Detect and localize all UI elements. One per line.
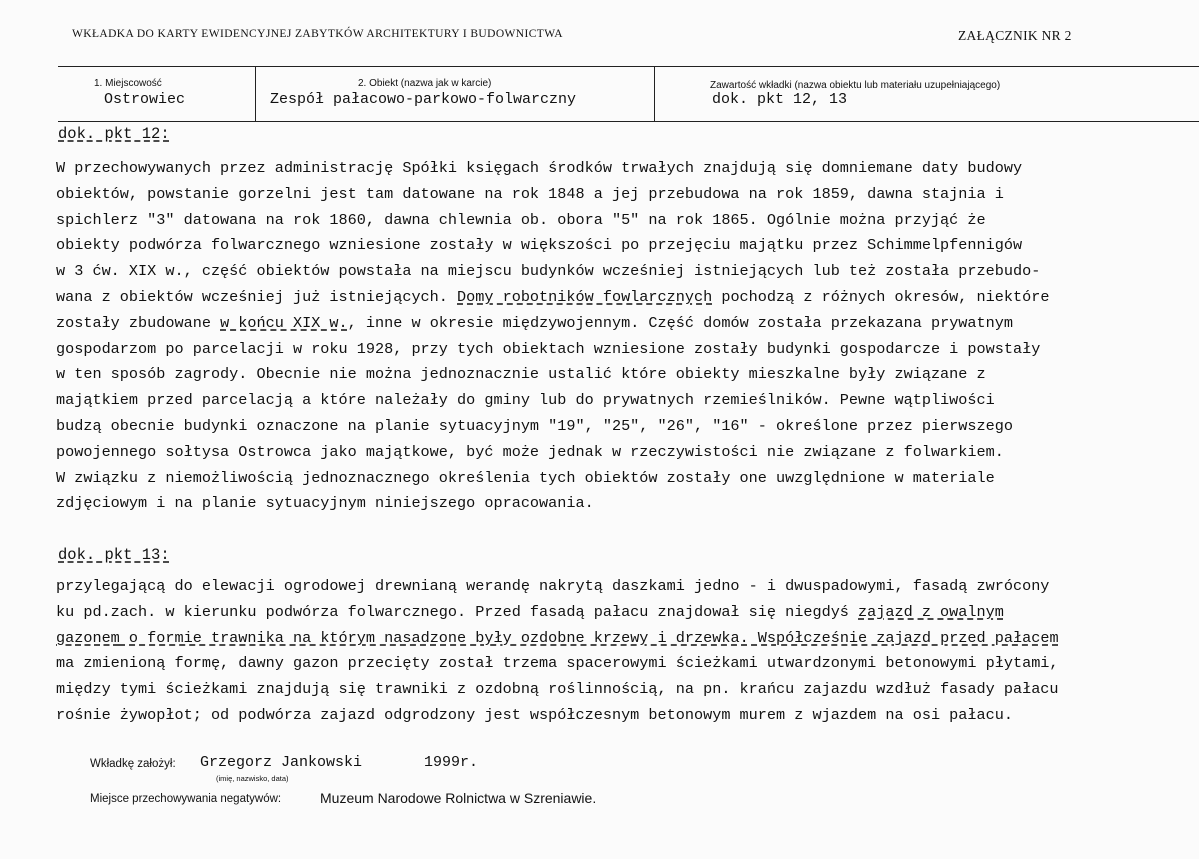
underlined-phrase: o formie trawnika na którym nasadzone były ozdobne krzewy i drzewka. Współcześnie zajazd przed pałacem [119, 628, 1059, 647]
text-line [56, 651, 1059, 677]
text-segment: majątkiem przed parcelacją a które należały do gminy lub do prywatnych rzemieślników. Pewne wątpliwości [56, 391, 995, 410]
author-label: Wkładkę założył: [90, 758, 176, 770]
text-line [56, 600, 1059, 626]
text-segment: spichlerz "3" datowana na rok 1860, dawna chlewnia ob. obora "5" na rok 1865. Ogólnie można przyjąć że [56, 210, 986, 229]
text-line [56, 208, 1049, 234]
text-segment: między tymi ścieżkami znajdują się trawniki z ozdobną roślinnością, na pn. krańcu zajazdu wzdłuż fasady pałacu [56, 680, 1059, 699]
text-segment: powojennego sołtysa Ostrowca jako majątkowe, być może jednak w rzeczywistości nie związane z folwarkiem. [56, 442, 1004, 461]
section-12-body [56, 156, 1049, 517]
form-bottom-rule [58, 121, 1199, 122]
text-line [56, 388, 1049, 414]
underlined-phrase: zajazd z owalnym [858, 602, 1004, 621]
text-line [56, 626, 1059, 652]
form-divider-2 [654, 67, 655, 122]
text-segment: obiekty podwórza folwarcznego wzniesione zostały w większości po przejęciu majątku przez Schimmelpfennigów [56, 236, 1023, 255]
place-label: 1. Miejscowość [94, 78, 162, 89]
underlined-phrase: w końcu XIX w. [220, 313, 348, 332]
text-line [56, 259, 1049, 285]
text-segment: W związku z niemożliwością jednoznacznego określenia tych obiektów zostały one uwzględnione w materiale [56, 468, 995, 487]
text-segment: ma zmienioną formę, dawny gazon przecięty został trzema spacerowymi ścieżkami utwardzonymi betonowymi płytami, [56, 654, 1059, 673]
underlined-phrase: Domy robotników fowlarcznych [457, 287, 713, 306]
author-year: 1999r. [424, 754, 479, 771]
object-value: Zespół pałacowo-parkowo-folwarczny [270, 91, 577, 108]
object-label: 2. Obiekt (nazwa jak w karcie) [358, 78, 492, 89]
annex-number: ZAŁĄCZNIK NR 2 [958, 28, 1072, 43]
text-segment: , inne w okresie międzywojennym. Część domów została przekazana prywatnym [347, 313, 1013, 332]
form-top-rule [58, 66, 1199, 67]
text-segment: w 3 ćw. XIX w., część obiektów powstała na miejscu budynków wcześniej istniejących lub też została przebudo- [56, 262, 1041, 281]
text-segment: rośnie żywopłot; od podwórza zajazd odgrodzony jest współczesnym betonowym murem z wjazdem na osi pałacu. [56, 705, 1013, 724]
underlined-phrase: gazonem [56, 628, 120, 647]
text-line [56, 362, 1049, 388]
place-value: Ostrowiec [104, 91, 186, 108]
text-segment: W przechowywanych przez administrację Spółki księgach środków trwałych znajdują się domniemane daty budowy [56, 159, 1023, 177]
document-title: WKŁADKA DO KARTY EWIDENCYJNEJ ZABYTKÓW ARCHITEKTURY I BUDOWNICTWA [72, 28, 563, 40]
text-segment: wana z obiektów wcześniej już istniejących. [56, 287, 458, 306]
section-13-body [56, 574, 1059, 729]
text-line [56, 182, 1049, 208]
author-value: Grzegorz Jankowski [200, 754, 363, 771]
content-value: dok. pkt 12, 13 [712, 91, 848, 108]
text-line [56, 233, 1049, 259]
text-line [56, 156, 1049, 182]
section-13-heading: dok. pkt 13: [58, 546, 170, 564]
text-line [56, 285, 1049, 311]
text-segment: przylegającą do elewacji ogrodowej drewnianą werandę nakrytą daszkami jedno - i dwuspadowymi, fasadą zwrócony [56, 577, 1050, 595]
text-segment: w ten sposób zagrody. Obecnie nie można jednoznacznie ustalić które obiekty mieszkalne były związane z [56, 365, 986, 384]
storage-value: Muzeum Narodowe Rolnictwa w Szreniawie. [320, 790, 597, 806]
text-segment: zostały zbudowane [56, 313, 221, 332]
storage-label: Miejsce przechowywania negatywów: [90, 793, 282, 805]
text-segment: pochodzą z różnych okresów, niektóre [712, 287, 1050, 306]
text-line [56, 414, 1049, 440]
text-line [56, 703, 1059, 729]
text-segment: zdjęciowym i na planie sytuacyjnym niniejszego opracowania. [56, 494, 594, 513]
section-12-heading: dok. pkt 12: [58, 125, 170, 143]
content-label: Zawartość wkładki (nazwa obiektu lub materiału uzupełniającego) [710, 80, 1001, 91]
text-line [56, 466, 1049, 492]
text-segment: gospodarzom po parcelacji w roku 1928, przy tych obiektach wzniesione zostały budynki gospodarcze i powstały [56, 339, 1041, 358]
text-segment: budzą obecnie budynki oznaczone na planie sytuacyjnym "19", "25", "26", "16" - określone przez pierwszego [56, 416, 1013, 435]
form-divider-1 [255, 67, 256, 122]
text-line [56, 337, 1049, 363]
text-line [56, 677, 1059, 703]
text-segment: obiektów, powstanie gorzelni jest tam datowane na rok 1848 a jej przebudowa na rok 1859, dawna stajnia i [56, 184, 1004, 203]
text-line [56, 574, 1059, 600]
text-line [56, 311, 1049, 337]
author-hint: (imię, nazwisko, data) [216, 774, 289, 783]
text-line [56, 491, 1049, 517]
text-line [56, 440, 1049, 466]
text-segment: ku pd.zach. w kierunku podwórza folwarcznego. Przed fasadą pałacu znajdował się niegdyś [56, 602, 859, 621]
